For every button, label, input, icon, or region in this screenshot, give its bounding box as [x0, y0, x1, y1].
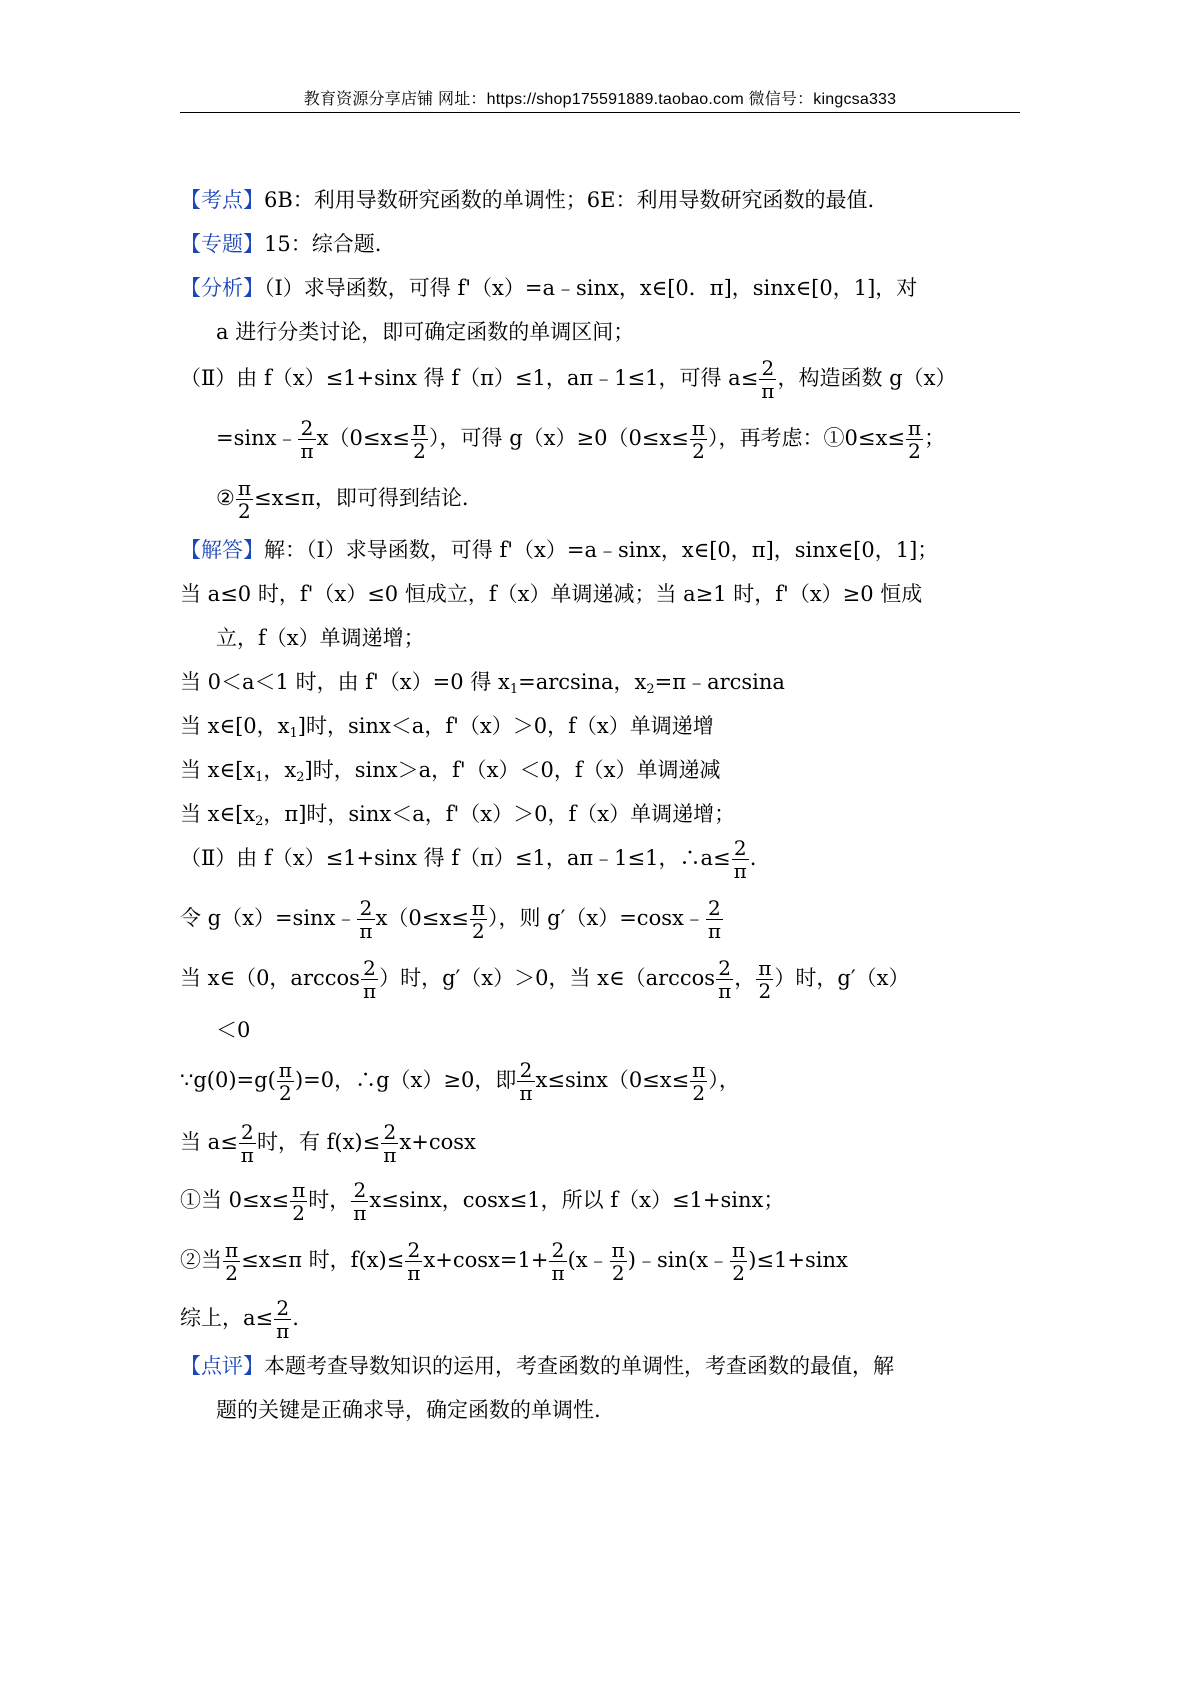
- jieda-text-4b: =arcsina，x: [518, 670, 647, 694]
- fenxi-line-1: [180, 276, 917, 300]
- fenxi-line-3: [180, 358, 956, 401]
- subscript-2: 2: [255, 814, 264, 829]
- jieda-line-6: [180, 758, 721, 785]
- jieda-line-10: [180, 958, 909, 1001]
- jieda-text-12b: )=0，∴g（x）≥0，即: [294, 1068, 517, 1092]
- numerator: π: [691, 416, 706, 440]
- numerator: π: [611, 1238, 625, 1262]
- numerator: 2: [733, 836, 747, 860]
- numerator: π: [758, 956, 772, 980]
- jieda-tag: 【解答】: [180, 538, 264, 562]
- fraction-pi-over-2: [690, 1060, 707, 1103]
- denominator: 2: [690, 1081, 707, 1103]
- jieda-text-10d: ）时，g′（x）: [774, 966, 910, 990]
- numerator: π: [732, 1238, 746, 1262]
- jieda-text-9c: ），则 g′（x）=cosx﹣: [487, 906, 705, 930]
- jieda-line-8: [180, 838, 756, 881]
- numerator: 2: [353, 1178, 367, 1202]
- denominator: π: [383, 1143, 397, 1167]
- fraction-2-over-pi: [298, 418, 315, 461]
- fraction-pi-over-2: [756, 958, 773, 1001]
- denominator: π: [733, 859, 747, 883]
- fraction-2-over-pi: [716, 958, 733, 1001]
- fraction-pi-over-2: [223, 1240, 240, 1283]
- numerator: 2: [519, 1058, 533, 1082]
- jieda-text-12d: ），: [708, 1068, 740, 1092]
- fraction-pi-over-2: [730, 1240, 747, 1283]
- jieda-line-11: ＜0: [216, 1018, 251, 1042]
- zhuanti-line: [180, 232, 381, 256]
- dianping-text-1: 本题考查导数知识的运用，考查函数的单调性，考查函数的最值，解: [264, 1354, 894, 1378]
- jieda-text-8a: （Ⅱ）由 f（x）≤1+sinx 得 f（π）≤1，aπ﹣1≤1，∴a≤: [180, 846, 731, 870]
- jieda-text-6a: 当 x∈[x: [180, 758, 256, 782]
- fraction-pi-over-2: [906, 418, 923, 461]
- numerator: 2: [359, 896, 373, 920]
- fraction-pi-over-2: [236, 478, 253, 521]
- jieda-line-12: [180, 1060, 740, 1103]
- jieda-text-15c: x+cosx=1+: [423, 1248, 549, 1272]
- fenxi-text-3a: （Ⅱ）由 f（x）≤1+sinx 得 f（π）≤1，aπ﹣1≤1，可得 a≤: [180, 366, 759, 390]
- fraction-pi-over-2: [277, 1060, 294, 1103]
- fraction-2-over-pi: [357, 898, 374, 941]
- fraction-2-over-pi: [274, 1298, 291, 1341]
- denominator: 2: [690, 439, 707, 461]
- fenxi-text-4e: ；: [924, 426, 946, 450]
- jieda-line-9: [180, 898, 724, 941]
- denominator: 2: [610, 1261, 627, 1283]
- jieda-text-12c: x≤sinx（0≤x≤: [535, 1068, 690, 1092]
- numerator: 2: [383, 1120, 397, 1144]
- denominator: π: [300, 439, 314, 463]
- denominator: π: [761, 379, 775, 403]
- fenxi-text-4c: ），可得 g（x）≥0（0≤x≤: [429, 426, 689, 450]
- denominator: π: [362, 979, 377, 1003]
- denominator: π: [718, 979, 732, 1003]
- fenxi-tag: 【分析】: [180, 276, 264, 300]
- jieda-text-6c: ]时，sinx＞a，f'（x）＜0，f（x）单调递减: [304, 758, 721, 782]
- jieda-text-5b: ]时，sinx＜a，f'（x）＞0，f（x）单调递增: [297, 714, 714, 738]
- dianping-line-2: 题的关键是正确求导，确定函数的单调性.: [216, 1398, 601, 1422]
- jieda-text-15f: )≤1+sinx: [748, 1248, 848, 1272]
- jieda-text-4c: =π﹣arcsina: [654, 670, 785, 694]
- kaodian-tag: 【考点】: [180, 188, 264, 212]
- dianping-line-1: [180, 1354, 894, 1378]
- jieda-line-7: [180, 802, 736, 829]
- denominator: 2: [290, 1201, 307, 1223]
- fenxi-text-3b: ，构造函数 g（x）: [777, 366, 957, 390]
- jieda-line-15: [180, 1240, 848, 1283]
- numerator: π: [412, 416, 427, 440]
- numerator: π: [692, 1058, 706, 1082]
- denominator: 2: [470, 919, 487, 941]
- subscript-1: 1: [509, 682, 519, 697]
- denominator: π: [240, 1143, 254, 1167]
- fraction-2-over-pi: [239, 1122, 256, 1165]
- numerator: 2: [718, 956, 732, 980]
- numerator: π: [292, 1178, 306, 1202]
- jieda-text-8b: .: [749, 846, 757, 870]
- fraction-pi-over-2: [690, 418, 707, 461]
- numerator: 2: [407, 1238, 421, 1262]
- jieda-text-13a: 当 a≤: [180, 1130, 238, 1154]
- fraction-2-over-pi: [706, 898, 723, 941]
- jieda-text-9a: 令 g（x）=sinx﹣: [180, 906, 357, 930]
- fenxi-text-4d: ），再考虑：①0≤x≤: [708, 426, 905, 450]
- denominator: π: [353, 1201, 367, 1225]
- jieda-text-16a: 综上，a≤: [180, 1306, 274, 1330]
- subscript-1: 1: [289, 726, 298, 741]
- jieda-text-15e: )﹣sin(x﹣: [627, 1248, 730, 1272]
- zhuanti-tag: 【专题】: [180, 232, 264, 256]
- denominator: 2: [756, 979, 773, 1001]
- jieda-text-14c: x≤sinx，cosx≤1，所以 f（x）≤1+sinx；: [369, 1188, 785, 1212]
- numerator: 2: [300, 416, 314, 440]
- fraction-pi-over-2: [411, 418, 428, 461]
- fenxi-line-2: a 进行分类讨论，即可确定函数的单调区间；: [216, 320, 635, 344]
- numerator: π: [471, 896, 485, 920]
- kaodian-text: 6B：利用导数研究函数的单调性；6E：利用导数研究函数的最值.: [264, 188, 875, 212]
- denominator: 2: [236, 499, 253, 521]
- subscript-1: 1: [255, 770, 264, 785]
- jieda-line-4: [180, 670, 785, 697]
- numerator: π: [237, 476, 251, 500]
- fraction-pi-over-2: [610, 1240, 627, 1283]
- fenxi-text-5a: ②: [216, 486, 235, 510]
- jieda-text-9b: x（0≤x≤: [375, 906, 469, 930]
- jieda-text-15d: (x﹣: [567, 1248, 609, 1272]
- fraction-2-over-pi: [759, 358, 776, 401]
- jieda-text-12a: ∵g(0)=g(: [180, 1068, 276, 1092]
- kaodian-line: [180, 188, 874, 212]
- numerator: π: [278, 1058, 292, 1082]
- fraction-2-over-pi: [549, 1240, 566, 1283]
- fenxi-text-1: （Ⅰ）求导函数，可得 f'（x）=a﹣sinx，x∈[0．π]，sinx∈[0，1]，对: [264, 276, 918, 300]
- jieda-line-13: [180, 1122, 476, 1165]
- denominator: π: [551, 1261, 565, 1285]
- denominator: 2: [223, 1261, 240, 1283]
- page-header: 教育资源分享店铺 网址：https://shop175591889.taobao.com 微信号：kingcsa333: [303, 91, 897, 108]
- denominator: π: [276, 1319, 290, 1343]
- dianping-tag: 【点评】: [180, 1354, 264, 1378]
- fraction-2-over-pi: [517, 1060, 534, 1103]
- jieda-text-14b: 时，: [308, 1188, 351, 1212]
- header-divider: [180, 112, 1020, 113]
- fraction-2-over-pi: [361, 958, 378, 1001]
- numerator: 2: [761, 356, 775, 380]
- jieda-text-5a: 当 x∈[0，x: [180, 714, 290, 738]
- jieda-text-6b: ，x: [263, 758, 297, 782]
- fraction-2-over-pi: [351, 1180, 368, 1223]
- jieda-text-15a: ②当: [180, 1248, 222, 1272]
- numerator: π: [907, 416, 922, 440]
- fenxi-text-4a: =sinx﹣: [216, 426, 298, 450]
- jieda-text-7a: 当 x∈[x: [180, 802, 256, 826]
- fenxi-line-5: [216, 478, 469, 521]
- denominator: π: [359, 919, 373, 943]
- jieda-line-2: 当 a≤0 时，f'（x）≤0 恒成立，f（x）单调递减；当 a≥1 时，f'（x）≥0 恒成: [180, 582, 923, 606]
- jieda-line-14: [180, 1180, 784, 1223]
- fraction-pi-over-2: [290, 1180, 307, 1223]
- subscript-2: 2: [646, 682, 655, 697]
- jieda-line-1: [180, 538, 938, 562]
- fraction-2-over-pi: [405, 1240, 422, 1283]
- fenxi-line-4: [216, 418, 945, 461]
- jieda-text-14a: ①当 0≤x≤: [180, 1188, 290, 1212]
- numerator: 2: [551, 1238, 565, 1262]
- jieda-line-5: [180, 714, 714, 741]
- jieda-text-13c: x+cosx: [399, 1130, 476, 1154]
- denominator: 2: [277, 1081, 294, 1103]
- denominator: π: [519, 1081, 533, 1105]
- fraction-2-over-pi: [732, 838, 749, 881]
- numerator: 2: [363, 956, 376, 980]
- numerator: π: [225, 1238, 239, 1262]
- numerator: 2: [241, 1120, 254, 1144]
- jieda-text-13b: 时，有 f(x)≤: [256, 1130, 381, 1154]
- jieda-line-3: 立，f（x）单调递增；: [216, 626, 425, 650]
- denominator: 2: [411, 439, 428, 461]
- fenxi-text-4b: x（0≤x≤: [316, 426, 410, 450]
- denominator: π: [707, 919, 721, 943]
- jieda-text-15b: ≤x≤π 时，f(x)≤: [241, 1248, 405, 1272]
- jieda-text-1: 解：（Ⅰ）求导函数，可得 f'（x）=a﹣sinx，x∈[0，π]，sinx∈[0，1]；: [264, 538, 939, 562]
- denominator: 2: [906, 439, 923, 461]
- denominator: π: [407, 1261, 421, 1285]
- denominator: 2: [730, 1261, 747, 1283]
- jieda-text-16b: .: [292, 1306, 299, 1330]
- numerator: 2: [276, 1296, 290, 1320]
- jieda-text-10c: ，: [734, 966, 756, 990]
- jieda-line-16: [180, 1298, 299, 1341]
- jieda-text-10a: 当 x∈（0，arccos: [180, 966, 360, 990]
- fenxi-text-5b: ≤x≤π，即可得到结论.: [253, 486, 469, 510]
- subscript-2: 2: [296, 770, 305, 785]
- fraction-pi-over-2: [470, 898, 487, 941]
- jieda-text-7b: ，π]时，sinx＜a，f'（x）＞0，f（x）单调递增；: [263, 802, 736, 826]
- jieda-text-4a: 当 0＜a＜1 时，由 f'（x）=0 得 x: [180, 670, 510, 694]
- fraction-2-over-pi: [381, 1122, 398, 1165]
- zhuanti-text: 15：综合题.: [264, 232, 382, 256]
- numerator: 2: [708, 896, 721, 920]
- jieda-text-10b: ）时，g′（x）＞0，当 x∈（arccos: [379, 966, 716, 990]
